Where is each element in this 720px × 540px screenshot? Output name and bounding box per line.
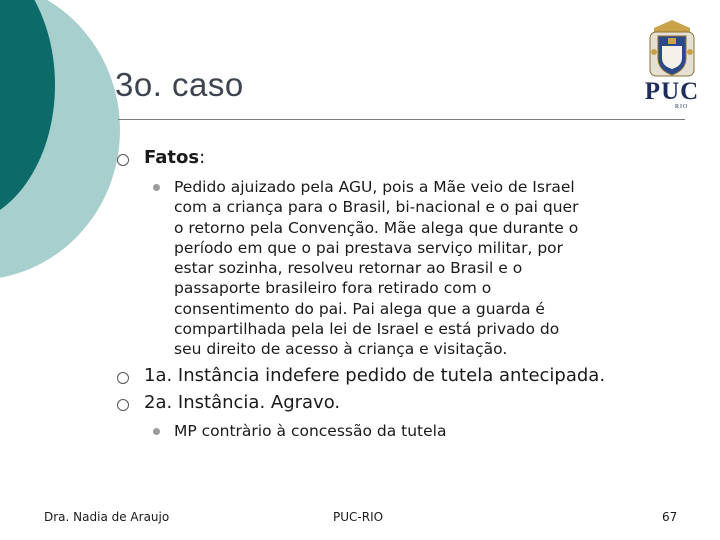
paragraph-line: período em que o pai prestava serviço militar, por bbox=[174, 238, 564, 257]
slide-number: 67 bbox=[662, 510, 678, 524]
hollow-circle-bullet-icon bbox=[117, 372, 129, 384]
bullet-segunda-instancia: 2a. Instância. Agravo. bbox=[144, 392, 341, 413]
bullet-suffix: : bbox=[199, 147, 206, 168]
bullet-primeira-instancia: 1a. Instância indefere pedido de tutela antecipada. bbox=[144, 365, 606, 386]
paragraph-line: o retorno pela Convenção. Mãe alega que durante o bbox=[174, 218, 579, 237]
puc-rio-logo bbox=[640, 18, 704, 110]
paragraph-line: seu direito de acesso à criança e visitação. bbox=[174, 340, 508, 359]
paragraph-line: consentimento do pai. Pai alega que a guarda é bbox=[174, 299, 545, 318]
bullet-fatos bbox=[144, 147, 205, 168]
sub-bullet-mp: MP contràrio à concessão da tutela bbox=[174, 422, 447, 440]
bullet-label: Fatos bbox=[144, 147, 200, 168]
paragraph-line: estar sozinha, resolveu retornar ao Brasil e o bbox=[174, 259, 523, 278]
footer-institution: PUC-RIO bbox=[333, 510, 384, 524]
hollow-circle-bullet-icon bbox=[117, 399, 129, 411]
paragraph-line: compartilhada pela lei de Israel e está privado do bbox=[174, 320, 560, 339]
hollow-circle-bullet-icon bbox=[117, 154, 129, 166]
filled-circle-bullet-icon bbox=[153, 428, 160, 435]
coat-of-arms-icon bbox=[640, 18, 704, 80]
paragraph-line: Pedido ajuizado pela AGU, pois a Mãe veio de Israel bbox=[174, 178, 575, 196]
paragraph-line: passaporte brasileiro fora retirado com o bbox=[174, 279, 492, 298]
paragraph-line: com a criança para o Brasil, bi-nacional e o pai quer bbox=[174, 198, 579, 217]
sub-bullet-paragraph bbox=[174, 177, 578, 360]
footer-author: Dra. Nadia de Araujo bbox=[44, 510, 170, 524]
filled-circle-bullet-icon bbox=[153, 184, 160, 191]
slide-title: 3o. caso bbox=[115, 66, 244, 103]
title-divider bbox=[118, 119, 685, 120]
logo-wordmark: PUC bbox=[644, 78, 700, 105]
logo-subtext: RIO bbox=[675, 104, 689, 110]
